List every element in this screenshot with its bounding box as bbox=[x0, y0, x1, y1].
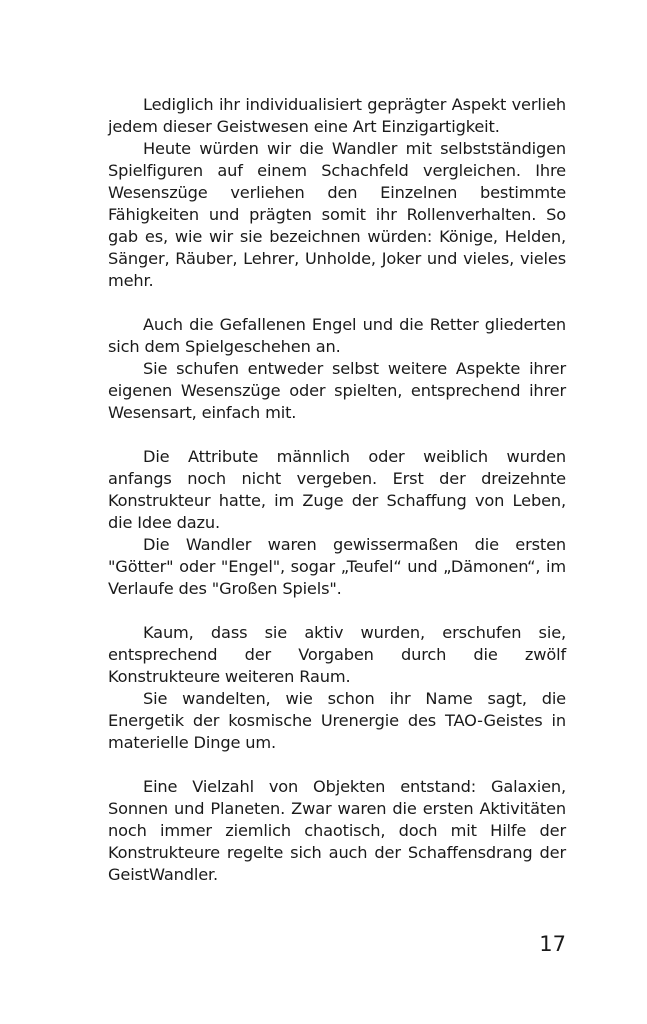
paragraph-8: Sie wandelten, wie schon ihr Name sagt, die Energetik der kosmische Urenergie des TAO-Geistes in materielle Dinge um. bbox=[108, 689, 566, 752]
body-text bbox=[108, 94, 566, 886]
paragraph-4: Sie schufen entweder selbst weitere Aspekte ihrer eigenen Wesenszüge oder spielten, entsprechend ihrer Wesensart, einfach mit. bbox=[108, 359, 566, 422]
paragraph-5: Die Attribute männlich oder weiblich wurden anfangs noch nicht vergeben. Erst der dreizehnte Konstrukteur hatte, im Zuge der Schaffung von Leben, die Idee dazu. bbox=[108, 447, 566, 532]
paragraph-9: Eine Vielzahl von Objekten entstand: Galaxien, Sonnen und Planeten. Zwar waren die ersten Aktivitäten noch immer ziemlich chaotisch, doch mit Hilfe der Konstrukteure regelte sich auch der Schaffensdrang der GeistWandler. bbox=[108, 777, 566, 884]
page-number: 17 bbox=[539, 932, 566, 956]
paragraph-3: Auch die Gefallenen Engel und die Retter gliederten sich dem Spielgeschehen an. bbox=[108, 315, 566, 356]
paragraph-2: Heute würden wir die Wandler mit selbstständigen Spielfiguren auf einem Schachfeld vergleichen. Ihre Wesenszüge verliehen den Einzelnen bestimmte Fähigkeiten und prägten somit ihr Rollenverhalten. So gab es, wie wir sie bezeichnen würden: Könige, Helden, Sänger, Räuber, Lehrer, Unholde, Joker und vieles, vieles mehr. bbox=[108, 139, 566, 290]
paragraph-1: Lediglich ihr individualisiert geprägter Aspekt verlieh jedem dieser Geistwesen eine Art Einzigartigkeit. bbox=[108, 95, 566, 136]
paragraph-6: Die Wandler waren gewissermaßen die ersten "Götter" oder "Engel", sogar „Teufel“ und „Dämonen“, im Verlaufe des "Großen Spiels". bbox=[108, 535, 566, 598]
paragraph-7: Kaum, dass sie aktiv wurden, erschufen sie, entsprechend der Vorgaben durch die zwölf Konstrukteure weiteren Raum. bbox=[108, 623, 566, 686]
